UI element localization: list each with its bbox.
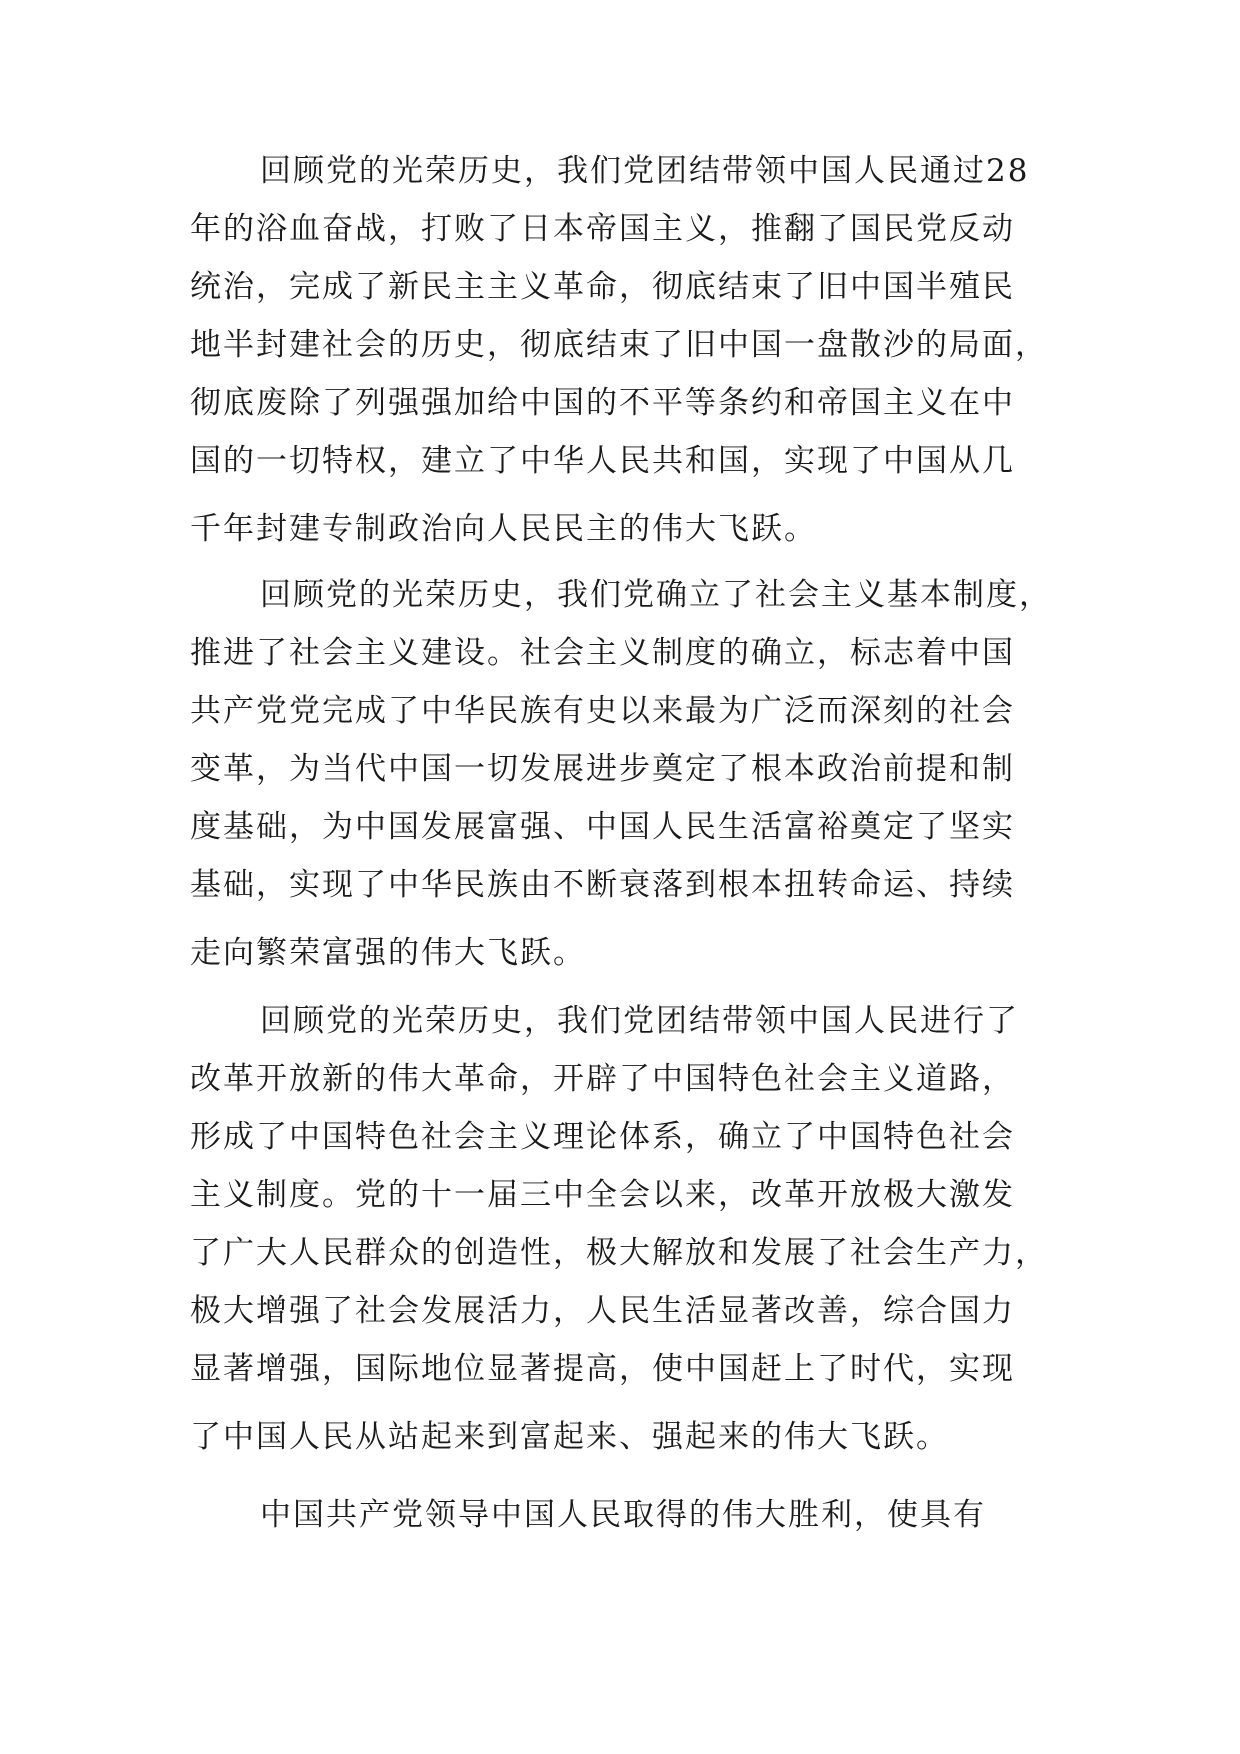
paragraph-line: 回顾党的光荣历史，我们党团结带领中国人民进行了 bbox=[260, 1003, 1019, 1039]
paragraph-line: 千年封建专制政治向人民民主的伟大飞跃。 bbox=[190, 511, 817, 547]
paragraph-line: 推进了社会主义建设。社会主义制度的确立，标志着中国 bbox=[190, 635, 1015, 671]
paragraph-line: 了广大人民群众的创造性，极大解放和发展了社会生产力， bbox=[190, 1235, 1048, 1271]
paragraph-3 bbox=[190, 992, 1070, 1464]
paragraph-line: 基础，实现了中华民族由不断衰落到根本扭转命运、持续 bbox=[190, 867, 1015, 903]
paragraph-line: 国的一切特权，建立了中华人民共和国，实现了中国从几 bbox=[190, 443, 1015, 479]
paragraph-line: 改革开放新的伟大革命，开辟了中国特色社会主义道路， bbox=[190, 1061, 1015, 1097]
paragraph-line: 形成了中国特色社会主义理论体系，确立了中国特色社会 bbox=[190, 1119, 1015, 1155]
paragraph-line: 显著增强，国际地位显著提高，使中国赶上了时代，实现 bbox=[190, 1351, 1015, 1387]
paragraph-line: 回顾党的光荣历史，我们党团结带领中国人民通过28 bbox=[260, 153, 1030, 189]
paragraph-line: 年的浴血奋战，打败了日本帝国主义，推翻了国民党反动 bbox=[190, 211, 1015, 247]
paragraph-line: 统治，完成了新民主主义革命，彻底结束了旧中国半殖民 bbox=[190, 269, 1015, 305]
paragraph-line: 了中国人民从站起来到富起来、强起来的伟大飞跃。 bbox=[190, 1419, 949, 1455]
paragraph-line: 共产党党完成了中华民族有史以来最为广泛而深刻的社会 bbox=[190, 693, 1015, 729]
paragraph-line: 极大增强了社会发展活力，人民生活显著改善，综合国力 bbox=[190, 1293, 1015, 1329]
paragraph-1 bbox=[190, 142, 1070, 556]
paragraph-line: 回顾党的光荣历史，我们党确立了社会主义基本制度， bbox=[260, 577, 1052, 613]
paragraph-4 bbox=[190, 1486, 1070, 1544]
paragraph-line: 彻底废除了列强强加给中国的不平等条约和帝国主义在中 bbox=[190, 385, 1015, 421]
paragraph-line: 度基础，为中国发展富强、中国人民生活富裕奠定了坚实 bbox=[190, 809, 1015, 845]
paragraph-line: 主义制度。党的十一届三中全会以来，改革开放极大激发 bbox=[190, 1177, 1015, 1213]
paragraph-line: 变革，为当代中国一切发展进步奠定了根本政治前提和制 bbox=[190, 751, 1015, 787]
paragraph-line: 地半封建社会的历史，彻底结束了旧中国一盘散沙的局面， bbox=[190, 327, 1048, 363]
paragraph-2 bbox=[190, 566, 1070, 980]
paragraph-line: 走向繁荣富强的伟大飞跃。 bbox=[190, 935, 586, 971]
paragraph-line: 中国共产党领导中国人民取得的伟大胜利，使具有 bbox=[260, 1497, 986, 1533]
